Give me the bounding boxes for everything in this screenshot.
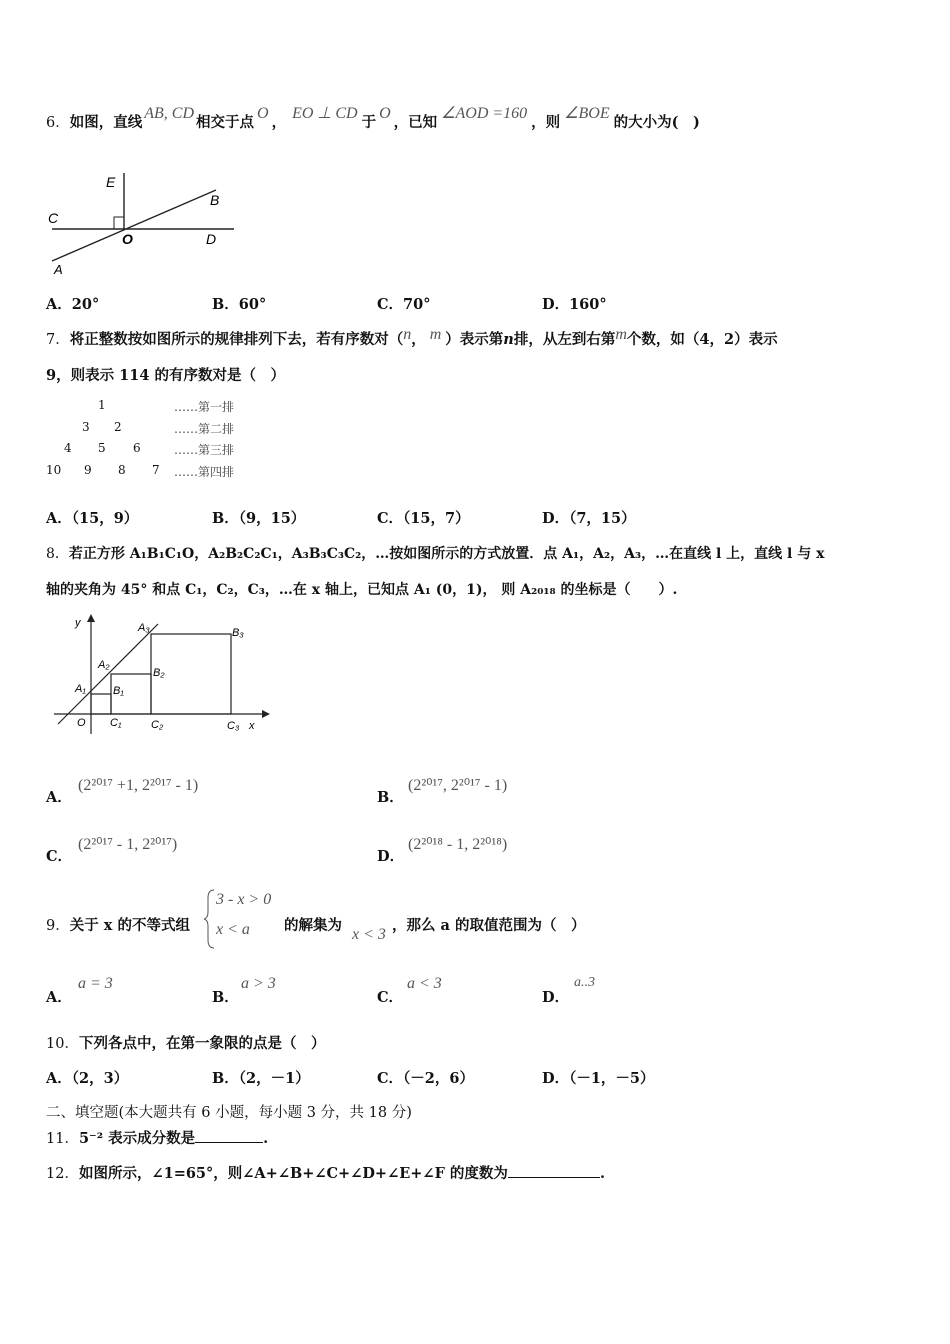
q6-option-c[interactable] xyxy=(377,295,430,315)
q6-math-2: O xyxy=(257,105,269,122)
option-label: D． xyxy=(542,296,570,313)
q9-solution-set: x < 3 xyxy=(352,926,386,943)
triangle-number: 5 xyxy=(98,441,106,455)
q9-stem-part2: 的解集为 xyxy=(284,917,342,934)
q6-option-b[interactable] xyxy=(212,295,266,315)
q6-math-6: ∠BOE xyxy=(564,105,610,122)
q7-text-2: ， xyxy=(411,331,426,348)
label-e: E xyxy=(106,174,116,190)
q6-text-2: 相交于点 xyxy=(196,114,255,131)
q8-number: 8． xyxy=(46,546,69,562)
q7-stem-line2: 9，则表示 114 的有序数对是（ ） xyxy=(46,367,285,384)
label-c3: C₃ xyxy=(227,720,240,732)
q12-stem xyxy=(46,1163,605,1184)
option-value: 60° xyxy=(238,296,267,313)
q7-math-m: m xyxy=(429,326,442,343)
option-value: 160° xyxy=(569,296,607,313)
label-a2: A₂ xyxy=(98,659,110,671)
square-1 xyxy=(91,694,111,714)
q12-text: 如图所示，∠1=65°，则∠A+∠B+∠C+∠D+∠E+∠F 的度数为 xyxy=(78,1165,508,1182)
label-d: D xyxy=(206,231,217,247)
label-b3: B₃ xyxy=(232,627,244,639)
q8-option-a-value[interactable]: (2²⁰¹⁷ +1, 2²⁰¹⁷ - 1) xyxy=(78,777,199,794)
q6-figure xyxy=(44,165,234,280)
label-a3: A₃ xyxy=(138,622,150,634)
label-c1: C₁ xyxy=(110,717,122,729)
q7-option-c[interactable] xyxy=(377,509,470,529)
option-value: （－2，6） xyxy=(403,1070,474,1087)
option-value: （2，－1） xyxy=(238,1070,310,1087)
line-ab xyxy=(52,190,216,261)
q8-text-1: 若正方形 A₁B₁C₁O，A₂B₂C₂C₁，A₃B₃C₃C₂，…按如图所示的方式放置．点 A₁，A₂，A₃，…在直线 l 上，直线 l 与 x xyxy=(68,546,825,562)
q8-option-a-label[interactable]: A． xyxy=(46,789,72,806)
q9-option-d-label[interactable]: D． xyxy=(542,989,570,1006)
q8-option-d-value[interactable]: (2²⁰¹⁸ - 1, 2²⁰¹⁸) xyxy=(408,836,508,853)
triangle-number: 6 xyxy=(133,441,141,455)
q6-math-1: AB, CD xyxy=(144,105,195,122)
option-value: （9，15） xyxy=(238,510,306,527)
label-b: B xyxy=(210,192,220,208)
option-label: A． xyxy=(46,510,72,527)
triangle-number: 4 xyxy=(64,441,72,455)
label-c2: C₂ xyxy=(151,719,164,731)
q9-option-b-value[interactable]: a > 3 xyxy=(241,975,276,992)
q7-math-m2: m xyxy=(615,326,627,343)
q10-option-a[interactable] xyxy=(46,1069,128,1089)
row-label: ……第一排 xyxy=(174,400,235,414)
q8-option-d-label[interactable]: D． xyxy=(377,848,405,865)
q7-stem-line1 xyxy=(46,326,778,350)
q7-number: 7． xyxy=(46,332,70,348)
option-value: （－1，－5） xyxy=(569,1070,655,1087)
q8-stem-line1 xyxy=(46,544,824,564)
y-axis-arrow xyxy=(87,614,95,622)
q9-option-b-label[interactable]: B． xyxy=(212,989,239,1006)
label-origin: O xyxy=(77,717,86,729)
q9-option-c-value[interactable]: a < 3 xyxy=(407,975,442,992)
triangle-number: 2 xyxy=(114,420,122,434)
q12-number: 12． xyxy=(46,1166,79,1182)
q12-end: . xyxy=(599,1165,605,1182)
q10-text: 下列各点中，在第一象限的点是（ ） xyxy=(78,1035,326,1052)
q7-math-n: n xyxy=(403,326,412,343)
q7-text-3: ）表示第 xyxy=(445,331,504,348)
option-value: （7，15） xyxy=(569,510,636,527)
triangle-number: 1 xyxy=(98,398,106,412)
q7-text-4: 排，从左到右第 xyxy=(513,331,616,348)
q10-option-c[interactable] xyxy=(377,1069,474,1089)
label-c: C xyxy=(48,210,59,226)
q11-end: . xyxy=(263,1130,269,1147)
q7-option-a[interactable] xyxy=(46,509,138,529)
label-a1: A₁ xyxy=(75,683,86,695)
q6-math-5: ∠AOD =160 xyxy=(441,105,528,122)
q11-number: 11． xyxy=(46,1131,79,1147)
q11-text: 5⁻² 表示成分数是 xyxy=(78,1130,196,1147)
q12-answer-blank[interactable] xyxy=(508,1163,600,1178)
x-axis-arrow xyxy=(262,710,270,718)
q6-option-a[interactable] xyxy=(46,295,99,315)
q6-stem xyxy=(46,105,700,133)
label-b1: B₁ xyxy=(113,685,124,697)
q10-option-d[interactable] xyxy=(542,1069,655,1089)
q10-number: 10． xyxy=(46,1036,79,1052)
q7-option-d[interactable] xyxy=(542,509,636,529)
label-a: A xyxy=(54,262,63,277)
option-label: B． xyxy=(212,1070,239,1087)
q6-math-3: EO ⊥ CD xyxy=(292,105,358,122)
option-value: （15，7） xyxy=(403,510,470,527)
q8-option-b-value[interactable]: (2²⁰¹⁷, 2²⁰¹⁷ - 1) xyxy=(408,777,508,794)
label-o: O xyxy=(122,231,133,247)
q7-text-1: 将正整数按如图所示的规律排列下去，若有序数对（ xyxy=(69,331,404,348)
q6-text-7: 的大小为( ) xyxy=(613,114,700,131)
q6-math-4: O xyxy=(379,105,391,122)
option-label: D． xyxy=(542,510,570,527)
triangle-number: 7 xyxy=(152,463,160,477)
q9-inequality-2: x < a xyxy=(216,921,250,938)
q6-text-5: ，已知 xyxy=(393,114,438,131)
q7-option-b[interactable] xyxy=(212,509,305,529)
option-label: C． xyxy=(377,510,404,527)
q9-option-a-value[interactable]: a = 3 xyxy=(78,975,113,992)
row-label: ……第三排 xyxy=(174,443,235,457)
q10-option-b[interactable] xyxy=(212,1069,310,1089)
label-y: y xyxy=(75,617,81,629)
q9-stem-part1 xyxy=(46,916,190,936)
option-label: C． xyxy=(377,296,404,313)
option-value: 70° xyxy=(403,296,431,313)
right-angle-mark xyxy=(114,217,124,229)
q6-number: 6． xyxy=(46,115,70,131)
row-label: ……第四排 xyxy=(174,465,235,479)
q6-text-1: 如图，直线 xyxy=(69,114,143,131)
q6-option-d[interactable] xyxy=(542,295,607,315)
triangle-number: 9 xyxy=(84,463,92,477)
triangle-number: 3 xyxy=(82,420,90,434)
q6-text-4: 于 xyxy=(361,114,377,131)
q9-number: 9． xyxy=(46,918,70,934)
option-label: D． xyxy=(542,1070,570,1087)
q7-italic-n: n xyxy=(503,331,514,348)
label-x: x xyxy=(249,720,255,732)
q8-stem-line2: 轴的夹角为 45° 和点 C₁，C₂，C₃，…在 x 轴上，已知点 A₁ (0，1)， 则 A₂₀₁₈ 的坐标是（ ）. xyxy=(46,582,678,598)
q8-option-b-label[interactable]: B． xyxy=(377,789,404,806)
option-value: （2，3） xyxy=(71,1070,129,1087)
q6-text-6: ，则 xyxy=(531,114,561,131)
option-label: B． xyxy=(212,296,239,313)
q8-figure xyxy=(50,612,270,737)
option-value: （15，9） xyxy=(71,510,139,527)
q9-option-d-value[interactable]: a..3 xyxy=(574,975,595,990)
q8-option-c-label[interactable]: C． xyxy=(46,848,73,865)
triangle-number: 10 xyxy=(46,463,62,477)
q11-answer-blank[interactable] xyxy=(195,1128,263,1143)
q6-text-3: ， xyxy=(271,114,287,131)
option-label: A． xyxy=(46,296,72,313)
option-value: 20° xyxy=(71,296,100,313)
q10-stem xyxy=(46,1034,325,1054)
q7-number-triangle xyxy=(46,396,246,486)
row-label: ……第二排 xyxy=(174,422,235,436)
q8-option-c-value[interactable]: (2²⁰¹⁷ - 1, 2²⁰¹⁷) xyxy=(78,836,178,853)
q9-inequality-1: 3 - x > 0 xyxy=(216,891,272,908)
q9-stem-part3: ，那么 a 的取值范围为（ ） xyxy=(392,917,586,934)
option-label: A． xyxy=(46,1070,72,1087)
triangle-number: 8 xyxy=(118,463,126,477)
q9-text-1: 关于 x 的不等式组 xyxy=(69,917,190,934)
section-heading: 二、填空题(本大题共有 6 小题，每小题 3 分，共 18 分) xyxy=(46,1105,412,1121)
q9-option-a-label[interactable]: A． xyxy=(46,989,72,1006)
q11-stem xyxy=(46,1128,268,1149)
q7-text-5: 个数，如（4，2）表示 xyxy=(626,331,778,348)
label-b2: B₂ xyxy=(153,667,165,679)
option-label: B． xyxy=(212,510,239,527)
q9-option-c-label[interactable]: C． xyxy=(377,989,404,1006)
option-label: C． xyxy=(377,1070,404,1087)
